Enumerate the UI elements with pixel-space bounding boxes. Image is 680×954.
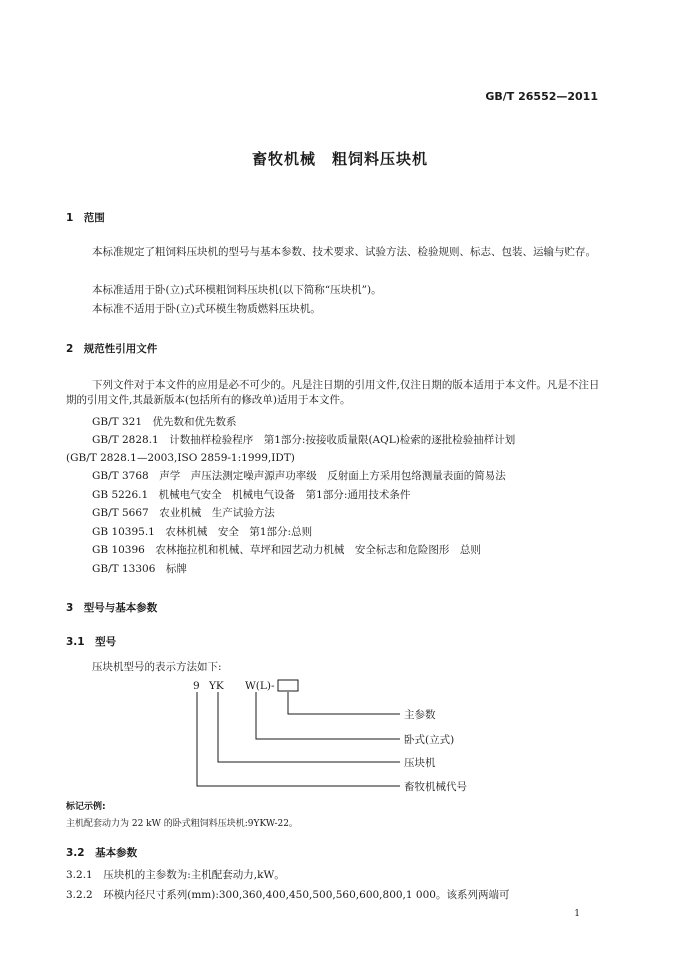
example-text: 主机配套动力为 22 kW 的卧式粗饲料压块机:9YKW-22。 [66, 819, 298, 829]
section-2-intro: 下列文件对于本文件的应用是必不可少的。凡是注日期的引用文件,仅注日期的版本适用于本文件。凡是不注日期的引用文件,其最新版本(包括所有的修改单)适用于本文件。 [66, 379, 600, 406]
reference-item: GB 10396 农林拖拉机和机械、草坪和园艺动力机械 安全标志和危险图形 总则 [92, 544, 481, 556]
example-heading: 标记示例: [66, 802, 106, 812]
reference-item: GB/T 2828.1 计数抽样检验程序 第1部分:按接收质量限(AQL)检索的逐批检验抽样计划 [92, 434, 516, 446]
label-block-press: 压块机 [404, 757, 436, 769]
reference-item: GB/T 321 优先数和优先数系 [92, 416, 237, 428]
main-parameter-box [278, 680, 298, 691]
code-part-orientation: W(L)- [245, 680, 275, 692]
section-1-para-3: 本标准不适用于卧(立)式环模生物质燃料压块机。 [92, 303, 321, 315]
label-orientation: 卧式(立式) [404, 734, 455, 746]
page-number: 1 [574, 909, 580, 919]
leader-line-orientation [256, 692, 400, 739]
clause-3-2-2: 3.2.2 环模内径尺寸系列(mm):300,360,400,450,500,560,600,800,1 000。该系列两端可 [66, 889, 510, 901]
section-1-para-2: 本标准适用于卧(立)式环模粗饲料压块机(以下简称“压块机”)。 [92, 284, 382, 296]
model-intro: 压块机型号的表示方法如下: [92, 661, 222, 673]
standard-code: GB/T 26552—2011 [485, 90, 598, 103]
section-3-heading: 3 型号与基本参数 [66, 602, 158, 614]
label-machine-code: 畜牧机械代号 [404, 781, 467, 793]
code-part-machine-type: 9 [193, 680, 200, 692]
page-title: 畜牧机械 粗饲料压块机 [251, 150, 428, 168]
leader-line-block-press [218, 692, 400, 762]
section-1-para-1: 本标准规定了粗饲料压块机的型号与基本参数、技术要求、试验方法、检验规则、标志、包装、运输与贮存。 [92, 246, 596, 258]
section-1-heading: 1 范围 [66, 212, 105, 224]
reference-item: GB/T 13306 标牌 [92, 563, 187, 575]
code-part-block-press: YK [209, 680, 224, 692]
section-3-1-heading: 3.1 型号 [66, 636, 117, 648]
reference-item: (GB/T 2828.1—2003,ISO 2859-1:1999,IDT) [66, 452, 295, 464]
reference-item: GB 10395.1 农林机械 安全 第1部分:总则 [92, 526, 313, 538]
section-2-heading: 2 规范性引用文件 [66, 343, 158, 355]
leader-line-main-parameter [288, 692, 400, 714]
clause-3-2-1: 3.2.1 压块机的主参数为:主机配套动力,kW。 [66, 869, 285, 881]
reference-item: GB 5226.1 机械电气安全 机械电气设备 第1部分:通用技术条件 [92, 489, 411, 501]
reference-item: GB/T 3768 声学 声压法测定噪声源声功率级 反射面上方采用包络测量表面的简易法 [92, 470, 506, 482]
section-3-2-heading: 3.2 基本参数 [66, 847, 138, 859]
label-main-parameter: 主参数 [404, 709, 436, 721]
reference-item: GB/T 5667 农业机械 生产试验方法 [92, 507, 275, 519]
